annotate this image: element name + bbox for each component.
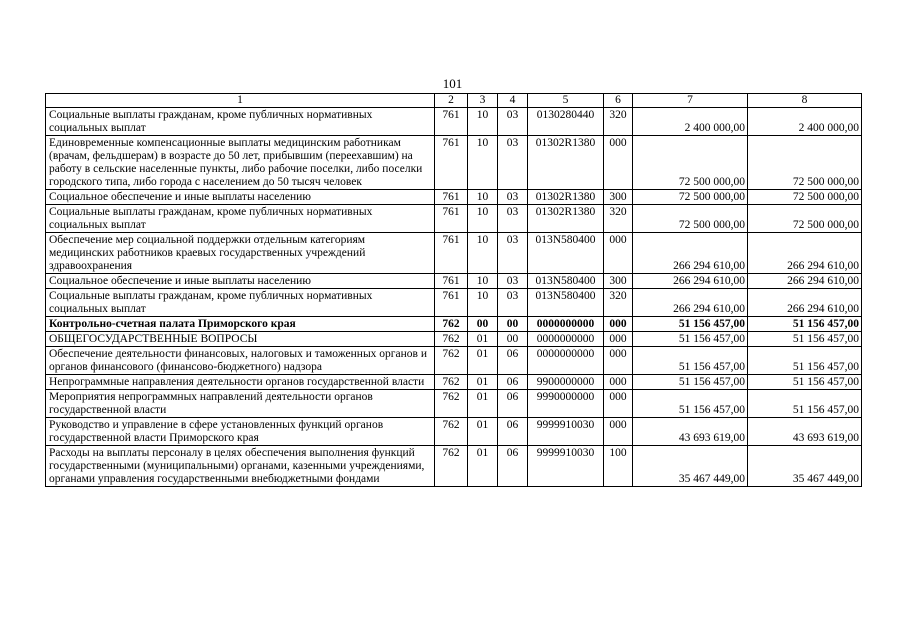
row-amount-col7: 266 294 610,00 [633,233,748,274]
row-code-col5: 013N580400 [528,274,604,289]
row-amount-col7: 35 467 449,00 [633,446,748,487]
table-row [46,418,862,446]
row-amount-col8: 35 467 449,00 [748,446,862,487]
row-amount-col7: 51 156 457,00 [633,347,748,375]
row-name-cell: Социальные выплаты гражданам, кроме публичных нормативных социальных выплат [46,205,435,233]
row-code-col4: 03 [498,289,528,317]
row-code-col6: 320 [604,289,633,317]
row-code-col2: 761 [435,233,468,274]
row-code-col4: 03 [498,136,528,190]
table-row [46,205,862,233]
row-code-col6: 100 [604,446,633,487]
row-code-col4: 00 [498,317,528,332]
row-amount-col8: 266 294 610,00 [748,289,862,317]
row-code-col5: 013N580400 [528,233,604,274]
row-code-col3: 10 [468,274,498,289]
row-code-col2: 762 [435,390,468,418]
row-name-cell: Обеспечение мер социальной поддержки отдельным категориям медицинских работников краевых государственных учреждений здравоохранения [46,233,435,274]
header-col-1: 1 [46,94,435,108]
row-code-col5: 0000000000 [528,317,604,332]
row-code-col4: 03 [498,108,528,136]
row-code-col6: 320 [604,108,633,136]
table-row [46,375,862,390]
row-code-col3: 10 [468,190,498,205]
row-amount-col8: 51 156 457,00 [748,375,862,390]
row-amount-col7: 51 156 457,00 [633,375,748,390]
row-code-col6: 000 [604,390,633,418]
row-name-cell: Социальное обеспечение и иные выплаты населению [46,190,435,205]
row-amount-col8: 43 693 619,00 [748,418,862,446]
row-amount-col8: 266 294 610,00 [748,233,862,274]
row-amount-col7: 266 294 610,00 [633,289,748,317]
row-code-col2: 762 [435,375,468,390]
row-code-col2: 761 [435,136,468,190]
row-name-cell: Социальные выплаты гражданам, кроме публичных нормативных социальных выплат [46,108,435,136]
row-code-col2: 761 [435,108,468,136]
row-amount-col7: 72 500 000,00 [633,136,748,190]
row-code-col5: 013N580400 [528,289,604,317]
table-row [46,233,862,274]
row-code-col2: 762 [435,317,468,332]
row-amount-col8: 72 500 000,00 [748,136,862,190]
row-code-col3: 10 [468,205,498,233]
row-code-col3: 01 [468,332,498,347]
row-amount-col8: 266 294 610,00 [748,274,862,289]
row-name-cell: Социальное обеспечение и иные выплаты населению [46,274,435,289]
table-row [46,274,862,289]
row-code-col5: 01302R1380 [528,205,604,233]
row-name-cell: Мероприятия непрограммных направлений деятельности органов государственной власти [46,390,435,418]
row-amount-col7: 51 156 457,00 [633,317,748,332]
row-name-cell: Контрольно-счетная палата Приморского края [46,317,435,332]
row-name-cell: ОБЩЕГОСУДАРСТВЕННЫЕ ВОПРОСЫ [46,332,435,347]
row-name-cell: Социальные выплаты гражданам, кроме публичных нормативных социальных выплат [46,289,435,317]
row-code-col2: 761 [435,205,468,233]
row-code-col2: 762 [435,332,468,347]
row-code-col3: 01 [468,390,498,418]
table-row [46,289,862,317]
row-code-col6: 000 [604,317,633,332]
row-code-col4: 03 [498,190,528,205]
row-code-col5: 0000000000 [528,347,604,375]
row-amount-col7: 72 500 000,00 [633,190,748,205]
row-code-col5: 01302R1380 [528,190,604,205]
row-name-cell: Единовременные компенсационные выплаты медицинским работникам (врачам, фельдшерам) в возрасте до 50 лет, прибывшим (переехавшим) на работу в сельские населенные пункты, либо рабочие поселки, либо поселки городского типа, либо города с населением до 50 тысяч человек [46,136,435,190]
row-code-col3: 01 [468,347,498,375]
table-row [46,108,862,136]
row-code-col6: 300 [604,190,633,205]
row-code-col4: 00 [498,332,528,347]
row-code-col2: 762 [435,418,468,446]
table-row [46,390,862,418]
row-amount-col8: 2 400 000,00 [748,108,862,136]
row-code-col3: 10 [468,289,498,317]
header-col-5: 5 [528,94,604,108]
row-code-col6: 000 [604,136,633,190]
table-header-row [46,94,862,108]
row-code-col4: 03 [498,233,528,274]
table-row [46,446,862,487]
row-code-col2: 761 [435,190,468,205]
row-name-cell: Руководство и управление в сфере установленных функций органов государственной власти Приморского края [46,418,435,446]
header-col-4: 4 [498,94,528,108]
row-code-col6: 000 [604,375,633,390]
row-amount-col7: 51 156 457,00 [633,332,748,347]
row-amount-col8: 51 156 457,00 [748,317,862,332]
header-col-2: 2 [435,94,468,108]
row-code-col4: 06 [498,375,528,390]
row-code-col5: 0130280440 [528,108,604,136]
row-code-col4: 06 [498,390,528,418]
row-code-col6: 320 [604,205,633,233]
row-code-col6: 300 [604,274,633,289]
row-amount-col8: 72 500 000,00 [748,190,862,205]
header-col-8: 8 [748,94,862,108]
row-code-col6: 000 [604,233,633,274]
row-code-col5: 9999910030 [528,446,604,487]
row-amount-col8: 51 156 457,00 [748,347,862,375]
row-amount-col7: 2 400 000,00 [633,108,748,136]
row-name-cell: Расходы на выплаты персоналу в целях обеспечения выполнения функций государственными (муниципальными) органами, казенными учреждениями, органами управления государственными внебюджетными фондами [46,446,435,487]
row-code-col3: 01 [468,418,498,446]
row-code-col2: 761 [435,289,468,317]
header-col-3: 3 [468,94,498,108]
row-code-col5: 9900000000 [528,375,604,390]
row-code-col4: 06 [498,446,528,487]
row-code-col3: 00 [468,317,498,332]
row-name-cell: Непрограммные направления деятельности органов государственной власти [46,375,435,390]
row-code-col5: 0000000000 [528,332,604,347]
row-amount-col7: 72 500 000,00 [633,205,748,233]
row-amount-col8: 51 156 457,00 [748,390,862,418]
row-code-col3: 10 [468,108,498,136]
page-number: 101 [442,76,463,91]
table-row [46,190,862,205]
header-col-6: 6 [604,94,633,108]
row-amount-col7: 266 294 610,00 [633,274,748,289]
row-code-col5: 01302R1380 [528,136,604,190]
table-row [46,136,862,190]
row-amount-col7: 43 693 619,00 [633,418,748,446]
row-code-col2: 762 [435,446,468,487]
row-code-col2: 762 [435,347,468,375]
row-code-col4: 06 [498,347,528,375]
row-code-col6: 000 [604,332,633,347]
row-code-col4: 03 [498,205,528,233]
row-code-col6: 000 [604,418,633,446]
row-code-col2: 761 [435,274,468,289]
row-amount-col7: 51 156 457,00 [633,390,748,418]
row-code-col5: 9999910030 [528,418,604,446]
row-code-col3: 01 [468,375,498,390]
budget-table [45,93,862,487]
row-amount-col8: 51 156 457,00 [748,332,862,347]
row-code-col3: 01 [468,446,498,487]
row-code-col5: 9990000000 [528,390,604,418]
table-row [46,347,862,375]
header-col-7: 7 [633,94,748,108]
row-amount-col8: 72 500 000,00 [748,205,862,233]
row-code-col3: 10 [468,233,498,274]
row-code-col3: 10 [468,136,498,190]
row-code-col4: 03 [498,274,528,289]
table-row [46,332,862,347]
row-code-col4: 06 [498,418,528,446]
row-code-col6: 000 [604,347,633,375]
table-row [46,317,862,332]
row-name-cell: Обеспечение деятельности финансовых, налоговых и таможенных органов и органов финансового (финансово-бюджетного) надзора [46,347,435,375]
